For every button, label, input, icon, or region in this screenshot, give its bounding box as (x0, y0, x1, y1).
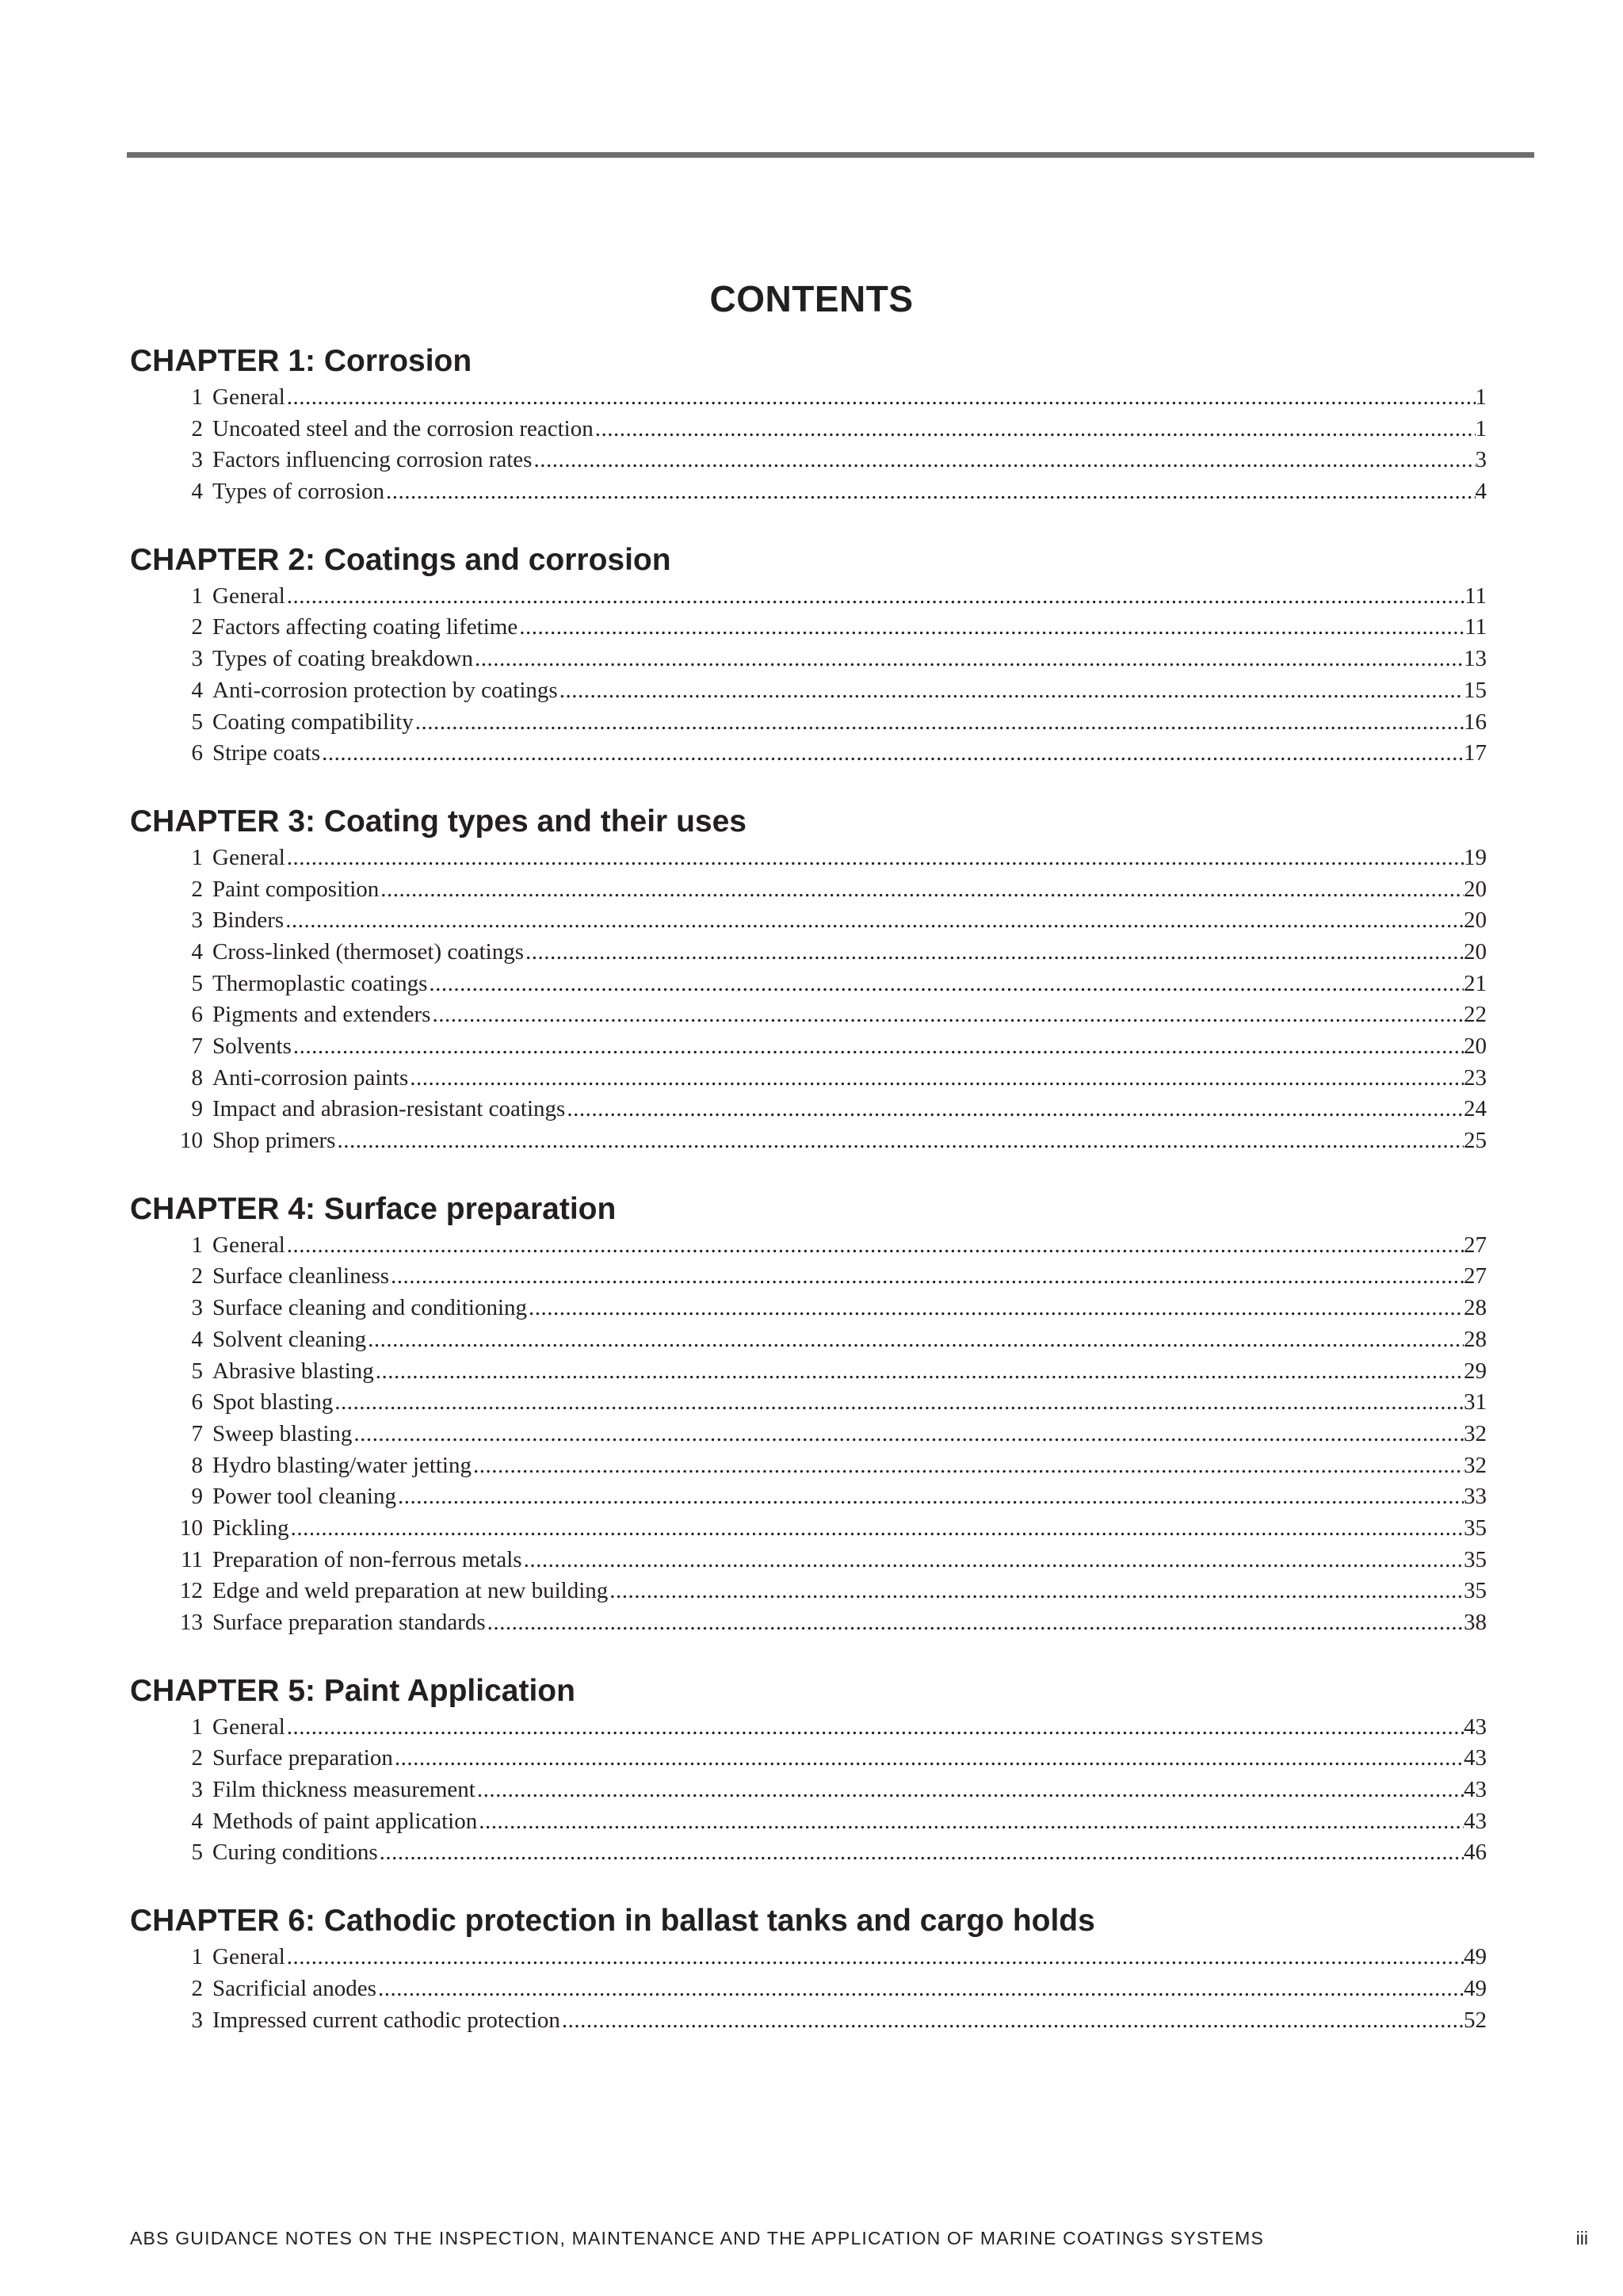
dot-leader (337, 1125, 1464, 1157)
toc-entry-title: Sweep blasting (212, 1419, 353, 1450)
toc-entry-number: 4 (191, 1326, 203, 1352)
toc-entry-number: 2 (191, 415, 203, 441)
toc-entry-number: 1 (191, 384, 203, 410)
toc-entry-number: 3 (191, 646, 203, 672)
dot-leader (533, 445, 1475, 476)
toc-entry-number: 6 (191, 1389, 203, 1415)
toc-entry[interactable] (130, 1545, 1487, 1576)
toc-entry[interactable] (130, 707, 1487, 739)
toc-entry[interactable] (130, 1973, 1487, 2005)
dot-leader (380, 1837, 1464, 1869)
toc-entry-number: 1 (191, 583, 203, 609)
toc-entry-title: Film thickness measurement (212, 1775, 477, 1806)
dot-leader (398, 1481, 1464, 1513)
toc-entry-page: 43 (1464, 1777, 1487, 1803)
toc-entry-number: 11 (181, 1546, 203, 1572)
toc-entry[interactable] (130, 874, 1487, 906)
dot-leader (378, 1973, 1464, 2005)
toc-entry-title: Spot blasting (212, 1387, 334, 1419)
toc-entry-title: General (212, 382, 287, 414)
toc-entry-number: 1 (191, 1232, 203, 1258)
dot-leader (415, 707, 1464, 739)
toc-entry-page: 35 (1464, 1515, 1487, 1541)
toc-entry[interactable] (130, 1942, 1487, 1973)
toc-entry-title: Surface cleaning and conditioning (212, 1293, 529, 1324)
toc-entry-title: Thermoplastic coatings (212, 968, 429, 1000)
toc-entry-page: 15 (1464, 677, 1487, 703)
toc-entry[interactable] (130, 1125, 1487, 1157)
toc-entry-number: 2 (191, 1745, 203, 1771)
dot-leader (287, 382, 1476, 414)
toc-entry-number: 2 (191, 1263, 203, 1289)
toc-entry-number: 8 (191, 1064, 203, 1091)
toc-entry-title: Curing conditions (212, 1837, 380, 1869)
toc-entry-page: 19 (1464, 844, 1487, 870)
toc-entry-number: 7 (191, 1420, 203, 1446)
toc-entry-page: 43 (1464, 1713, 1487, 1740)
toc-entry-number: 5 (191, 709, 203, 735)
toc-entry-title: Preparation of non-ferrous metals (212, 1545, 524, 1576)
toc-entry-page: 11 (1465, 614, 1487, 640)
toc-entry-number: 4 (191, 479, 203, 505)
dot-leader (287, 581, 1465, 613)
toc-entry-title: Stripe coats (212, 738, 322, 770)
toc-entry-title: Pigments and extenders (212, 999, 432, 1031)
toc-entry[interactable] (130, 1450, 1487, 1482)
toc-entry-number: 6 (191, 1002, 203, 1028)
toc-entry-title: Sacrificial anodes (212, 1973, 378, 2005)
dot-leader (562, 2005, 1464, 2037)
toc-entry-number: 8 (191, 1452, 203, 1478)
toc-entry-page: 49 (1464, 1944, 1487, 1970)
toc-entry[interactable] (130, 1419, 1487, 1450)
toc-entry-page: 46 (1464, 1839, 1487, 1866)
dot-leader (595, 414, 1476, 445)
toc-entry[interactable] (130, 414, 1487, 445)
dot-leader (353, 1419, 1464, 1450)
toc-entry-page: 29 (1464, 1358, 1487, 1384)
toc-entry[interactable] (130, 1481, 1487, 1513)
toc-entry-page: 3 (1475, 447, 1487, 473)
toc-entry-number: 2 (191, 876, 203, 902)
toc-entry-page: 28 (1464, 1295, 1487, 1321)
toc-entry[interactable] (130, 476, 1487, 508)
toc-entry-title: Factors affecting coating lifetime (212, 612, 519, 644)
toc-entry[interactable] (130, 1743, 1487, 1775)
toc-entry[interactable] (130, 1230, 1487, 1262)
toc-entry-title: Uncoated steel and the corrosion reaction (212, 414, 595, 445)
dot-leader (519, 612, 1465, 644)
toc-entry[interactable] (130, 937, 1487, 968)
dot-leader (293, 1031, 1464, 1063)
toc-entry-number: 1 (191, 844, 203, 870)
dot-leader (376, 1356, 1464, 1388)
toc-entry-number: 3 (191, 907, 203, 934)
toc-entry-number: 4 (191, 677, 203, 703)
toc-entry-page: 20 (1464, 1033, 1487, 1059)
toc-entry-page: 35 (1464, 1546, 1487, 1572)
toc-entry-page: 20 (1464, 876, 1487, 902)
chapter-section (130, 541, 1487, 770)
chapter-heading[interactable]: CHAPTER 6: Cathodic protection in ballast tanks and cargo holds (130, 1904, 1095, 1939)
toc-entry-number: 4 (191, 1808, 203, 1834)
toc-entry[interactable] (130, 1324, 1487, 1356)
toc-entry[interactable] (130, 968, 1487, 1000)
toc-entry-page: 11 (1465, 583, 1487, 609)
toc-entry-page: 20 (1464, 938, 1487, 965)
footer-title: ABS GUIDANCE NOTES ON THE INSPECTION, MAINTENANCE AND THE APPLICATION OF MARINE COATINGS SYSTEMS (130, 2228, 1265, 2248)
chapter-heading[interactable]: CHAPTER 2: Coatings and corrosion (130, 542, 671, 577)
toc-entry-page: 33 (1464, 1484, 1487, 1510)
dot-leader (479, 1806, 1464, 1838)
toc-entry-title: Power tool cleaning (212, 1481, 398, 1513)
toc-entry-title: Anti-corrosion paints (212, 1063, 410, 1095)
dot-leader (609, 1576, 1464, 1607)
dot-leader (432, 999, 1464, 1031)
toc-entry-number: 12 (180, 1578, 203, 1604)
chapter-section (130, 342, 1487, 508)
toc-entry-title: Surface cleanliness (212, 1261, 391, 1293)
dot-leader (386, 476, 1475, 508)
toc-entry[interactable] (130, 1806, 1487, 1838)
toc-entry-page: 49 (1464, 1975, 1487, 2001)
toc-entry-page: 43 (1464, 1808, 1487, 1834)
toc-entry-number: 10 (180, 1515, 203, 1541)
toc-entry-title: Paint composition (212, 874, 380, 906)
toc-entry-number: 7 (191, 1033, 203, 1059)
dot-leader (473, 1450, 1464, 1482)
toc-entry[interactable] (130, 999, 1487, 1031)
toc-entry[interactable] (130, 1837, 1487, 1869)
chapter-section (130, 1190, 1487, 1639)
toc-entry-number: 3 (191, 1777, 203, 1803)
dot-leader (529, 1293, 1464, 1324)
toc-entry-title: General (212, 1230, 287, 1262)
toc-entry-title: Solvent cleaning (212, 1324, 368, 1356)
dot-leader (287, 842, 1464, 874)
page-title: CONTENTS (709, 277, 914, 319)
toc-entry-title: Surface preparation standards (212, 1607, 487, 1639)
toc-entry-page: 24 (1464, 1096, 1487, 1122)
toc-entry-number: 3 (191, 2007, 203, 2033)
dot-leader (525, 937, 1464, 968)
toc-entry-page: 28 (1464, 1326, 1487, 1352)
toc-entry-title: Anti-corrosion protection by coatings (212, 675, 559, 707)
toc-entry-number: 2 (191, 614, 203, 640)
toc-entry-page: 23 (1464, 1064, 1487, 1091)
toc-entry-page: 17 (1464, 740, 1487, 766)
toc-entry[interactable] (130, 1031, 1487, 1063)
toc-entry-number: 9 (191, 1096, 203, 1122)
dot-leader (487, 1607, 1464, 1639)
toc-entry-number: 13 (180, 1610, 203, 1635)
toc-entry-page: 32 (1464, 1452, 1487, 1478)
toc-entry-title: General (212, 1712, 287, 1744)
toc-entry-page: 1 (1475, 384, 1487, 410)
toc-entry-title: Edge and weld preparation at new building (212, 1576, 609, 1607)
toc-entry[interactable] (130, 1513, 1487, 1545)
toc-entry-number: 1 (191, 1713, 203, 1740)
dot-leader (475, 644, 1464, 675)
toc-entry[interactable] (130, 1094, 1487, 1125)
dot-leader (429, 968, 1464, 1000)
toc-entry[interactable] (130, 445, 1487, 476)
dot-leader (322, 738, 1464, 770)
toc-entry[interactable] (130, 1576, 1487, 1607)
toc-entry-page: 16 (1464, 709, 1487, 735)
toc-entry-number: 9 (191, 1484, 203, 1510)
toc-entry-title: Pickling (212, 1513, 291, 1545)
toc-entry-page: 20 (1464, 907, 1487, 934)
toc-entry-page: 25 (1464, 1128, 1487, 1154)
top-rule (127, 152, 1534, 158)
chapter-heading[interactable]: CHAPTER 5: Paint Application (130, 1673, 575, 1708)
toc-entry-title: Surface preparation (212, 1743, 395, 1775)
toc-entry-page: 52 (1464, 2007, 1487, 2033)
toc-entry[interactable] (130, 1712, 1487, 1744)
toc-entry[interactable] (130, 2005, 1487, 2037)
toc-entry-page: 38 (1464, 1610, 1487, 1635)
dot-leader (287, 1712, 1464, 1744)
toc-entry-title: Impressed current cathodic protection (212, 2005, 562, 2037)
dot-leader (567, 1094, 1464, 1125)
chapter-entries (130, 1230, 1487, 1639)
toc-entry[interactable] (130, 1387, 1487, 1419)
toc-entry-title: Types of corrosion (212, 476, 386, 508)
dot-leader (410, 1063, 1464, 1095)
toc-entry-title: Factors influencing corrosion rates (212, 445, 533, 476)
toc-entry-number: 3 (191, 1295, 203, 1321)
toc-entry-title: Cross-linked (thermoset) coatings (212, 937, 525, 968)
toc-entry[interactable] (130, 738, 1487, 770)
toc-entry-page: 43 (1464, 1745, 1487, 1771)
chapter-entries (130, 581, 1487, 770)
toc-entry[interactable] (130, 1607, 1487, 1639)
chapter-section (130, 1672, 1487, 1869)
toc-entry-page: 31 (1464, 1389, 1487, 1415)
toc-entry[interactable] (130, 842, 1487, 874)
toc-entry-title: General (212, 581, 287, 613)
toc-entry[interactable] (130, 1293, 1487, 1324)
dot-leader (395, 1743, 1464, 1775)
toc-entry[interactable] (130, 1356, 1487, 1388)
dot-leader (285, 905, 1464, 937)
toc-entry-number: 5 (191, 1358, 203, 1384)
toc-entry-title: Impact and abrasion-resistant coatings (212, 1094, 567, 1125)
toc-entry-page: 13 (1464, 646, 1487, 672)
dot-leader (524, 1545, 1464, 1576)
chapter-section (130, 1902, 1487, 2036)
toc-entry-page: 32 (1464, 1420, 1487, 1446)
toc-entry-number: 5 (191, 1839, 203, 1866)
toc-entry-number: 6 (191, 740, 203, 766)
toc-entry-number: 2 (191, 1975, 203, 2001)
dot-leader (391, 1261, 1464, 1293)
dot-leader (334, 1387, 1464, 1419)
dot-leader (559, 675, 1464, 707)
toc-entry[interactable] (130, 1775, 1487, 1806)
toc-entry[interactable] (130, 1063, 1487, 1095)
toc-entry-page: 35 (1464, 1578, 1487, 1604)
chapter-entries (130, 382, 1487, 508)
toc-entry-page: 4 (1475, 479, 1487, 505)
toc-entry-page: 1 (1475, 415, 1487, 441)
chapter-heading[interactable]: CHAPTER 3: Coating types and their uses (130, 804, 747, 839)
chapter-heading[interactable]: CHAPTER 1: Corrosion (130, 344, 472, 378)
dot-leader (287, 1230, 1464, 1262)
toc-entry-title: Methods of paint application (212, 1806, 479, 1838)
dot-leader (477, 1775, 1464, 1806)
dot-leader (291, 1513, 1464, 1545)
toc-entry-number: 5 (191, 970, 203, 996)
toc-entry-title: Binders (212, 905, 285, 937)
footer-page-number: iii (1575, 2228, 1588, 2248)
chapter-entries (130, 1942, 1487, 2036)
dot-leader (368, 1324, 1464, 1356)
toc-entry-page: 21 (1464, 970, 1487, 996)
toc-entry[interactable] (130, 382, 1487, 414)
toc-entry-number: 3 (191, 447, 203, 473)
toc-entry-title: Solvents (212, 1031, 293, 1063)
toc-entry-title: Abrasive blasting (212, 1356, 376, 1388)
toc-entry-number: 4 (191, 938, 203, 965)
toc-entry[interactable] (130, 612, 1487, 644)
toc-entry-page: 27 (1464, 1232, 1487, 1258)
chapter-entries (130, 842, 1487, 1157)
toc-entry-title: Types of coating breakdown (212, 644, 475, 675)
toc-entry-number: 10 (180, 1128, 203, 1154)
toc-entry-number: 1 (191, 1944, 203, 1970)
toc-entry-page: 27 (1464, 1263, 1487, 1289)
table-of-contents (130, 342, 1487, 2069)
toc-entry[interactable] (130, 644, 1487, 675)
chapter-entries (130, 1712, 1487, 1869)
toc-entry[interactable] (130, 675, 1487, 707)
dot-leader (380, 874, 1464, 906)
toc-entry[interactable] (130, 1261, 1487, 1293)
dot-leader (287, 1942, 1464, 1973)
toc-entry-title: General (212, 1942, 287, 1973)
toc-entry-title: Hydro blasting/water jetting (212, 1450, 473, 1482)
toc-entry-title: Shop primers (212, 1125, 337, 1157)
toc-entry-title: Coating compatibility (212, 707, 415, 739)
chapter-section (130, 803, 1487, 1157)
toc-entry-title: General (212, 842, 287, 874)
toc-entry-page: 22 (1464, 1002, 1487, 1028)
toc-entry[interactable] (130, 905, 1487, 937)
toc-entry[interactable] (130, 581, 1487, 613)
chapter-heading[interactable]: CHAPTER 4: Surface preparation (130, 1191, 617, 1226)
